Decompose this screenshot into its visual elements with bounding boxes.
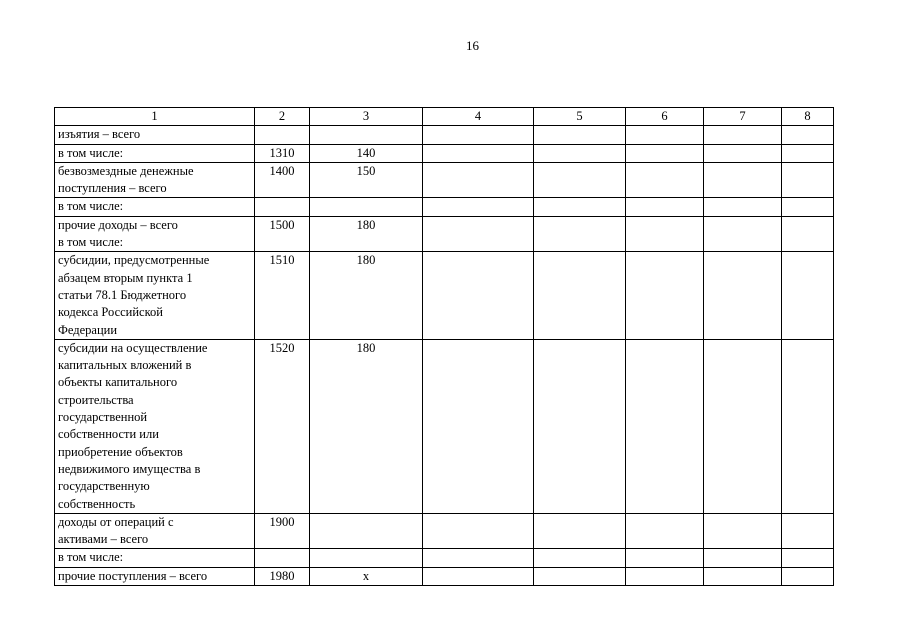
empty-cell	[782, 567, 834, 585]
empty-cell	[423, 198, 534, 216]
empty-cell	[423, 144, 534, 162]
row-code	[255, 198, 310, 216]
empty-cell	[782, 339, 834, 513]
empty-cell	[626, 126, 704, 144]
row-label: в том числе:	[55, 549, 255, 567]
table-row	[55, 252, 834, 339]
header-cell-2: 2	[255, 108, 310, 126]
empty-cell	[534, 252, 626, 339]
report-table	[54, 107, 834, 586]
empty-cell	[782, 549, 834, 567]
empty-cell	[423, 549, 534, 567]
table-row	[55, 339, 834, 513]
empty-cell	[704, 144, 782, 162]
empty-cell	[534, 549, 626, 567]
row-code: 1400	[255, 162, 310, 198]
empty-cell	[626, 513, 704, 549]
empty-cell	[782, 198, 834, 216]
empty-cell	[423, 126, 534, 144]
empty-cell	[626, 549, 704, 567]
empty-cell	[534, 198, 626, 216]
row-label: изъятия – всего	[55, 126, 255, 144]
row-code	[255, 549, 310, 567]
empty-cell	[704, 549, 782, 567]
empty-cell	[704, 126, 782, 144]
table-header-row	[55, 108, 834, 126]
empty-cell	[534, 339, 626, 513]
empty-cell	[423, 513, 534, 549]
table-row	[55, 144, 834, 162]
table-row	[55, 567, 834, 585]
empty-cell	[626, 216, 704, 252]
row-code3: 140	[310, 144, 423, 162]
row-code3: х	[310, 567, 423, 585]
empty-cell	[782, 252, 834, 339]
empty-cell	[626, 144, 704, 162]
empty-cell	[534, 513, 626, 549]
header-cell-6: 6	[626, 108, 704, 126]
empty-cell	[704, 513, 782, 549]
header-cell-7: 7	[704, 108, 782, 126]
table-row	[55, 198, 834, 216]
empty-cell	[704, 339, 782, 513]
row-code3: 180	[310, 216, 423, 252]
row-code: 1310	[255, 144, 310, 162]
row-label: субсидии, предусмотренные абзацем вторым пункта 1 статьи 78.1 Бюджетного кодекса Российской Федерации	[55, 252, 255, 339]
row-code3	[310, 126, 423, 144]
empty-cell	[626, 198, 704, 216]
page-number: 16	[466, 38, 479, 53]
empty-cell	[423, 339, 534, 513]
table-row	[55, 162, 834, 198]
empty-cell	[626, 162, 704, 198]
empty-cell	[534, 567, 626, 585]
empty-cell	[704, 216, 782, 252]
row-code: 1520	[255, 339, 310, 513]
header-cell-8: 8	[782, 108, 834, 126]
header-cell-1: 1	[55, 108, 255, 126]
empty-cell	[423, 252, 534, 339]
row-code: 1510	[255, 252, 310, 339]
row-label: прочие поступления – всего	[55, 567, 255, 585]
row-code: 1500	[255, 216, 310, 252]
row-code3: 180	[310, 339, 423, 513]
empty-cell	[626, 339, 704, 513]
header-cell-4: 4	[423, 108, 534, 126]
header-cell-3: 3	[310, 108, 423, 126]
empty-cell	[704, 162, 782, 198]
row-code3	[310, 549, 423, 567]
table-row	[55, 549, 834, 567]
empty-cell	[626, 567, 704, 585]
empty-cell	[782, 126, 834, 144]
row-code	[255, 126, 310, 144]
empty-cell	[782, 162, 834, 198]
row-label: прочие доходы – всего в том числе:	[55, 216, 255, 252]
row-label: в том числе:	[55, 198, 255, 216]
empty-cell	[423, 567, 534, 585]
table-row	[55, 126, 834, 144]
row-label: безвозмездные денежные поступления – всего	[55, 162, 255, 198]
row-code3	[310, 513, 423, 549]
row-label: в том числе:	[55, 144, 255, 162]
empty-cell	[782, 513, 834, 549]
empty-cell	[782, 216, 834, 252]
empty-cell	[704, 567, 782, 585]
empty-cell	[534, 126, 626, 144]
row-code: 1980	[255, 567, 310, 585]
row-label: доходы от операций с активами – всего	[55, 513, 255, 549]
empty-cell	[534, 216, 626, 252]
empty-cell	[534, 162, 626, 198]
empty-cell	[626, 252, 704, 339]
empty-cell	[423, 216, 534, 252]
header-cell-5: 5	[534, 108, 626, 126]
empty-cell	[782, 144, 834, 162]
table-row	[55, 513, 834, 549]
table-row	[55, 216, 834, 252]
empty-cell	[704, 252, 782, 339]
row-label: субсидии на осуществление капитальных вложений в объекты капитального строительства государственной собственности или приобретение объектов недвижимого имущества в государственную собственность	[55, 339, 255, 513]
row-code3: 180	[310, 252, 423, 339]
empty-cell	[423, 162, 534, 198]
row-code3: 150	[310, 162, 423, 198]
row-code: 1900	[255, 513, 310, 549]
empty-cell	[704, 198, 782, 216]
row-code3	[310, 198, 423, 216]
empty-cell	[534, 144, 626, 162]
